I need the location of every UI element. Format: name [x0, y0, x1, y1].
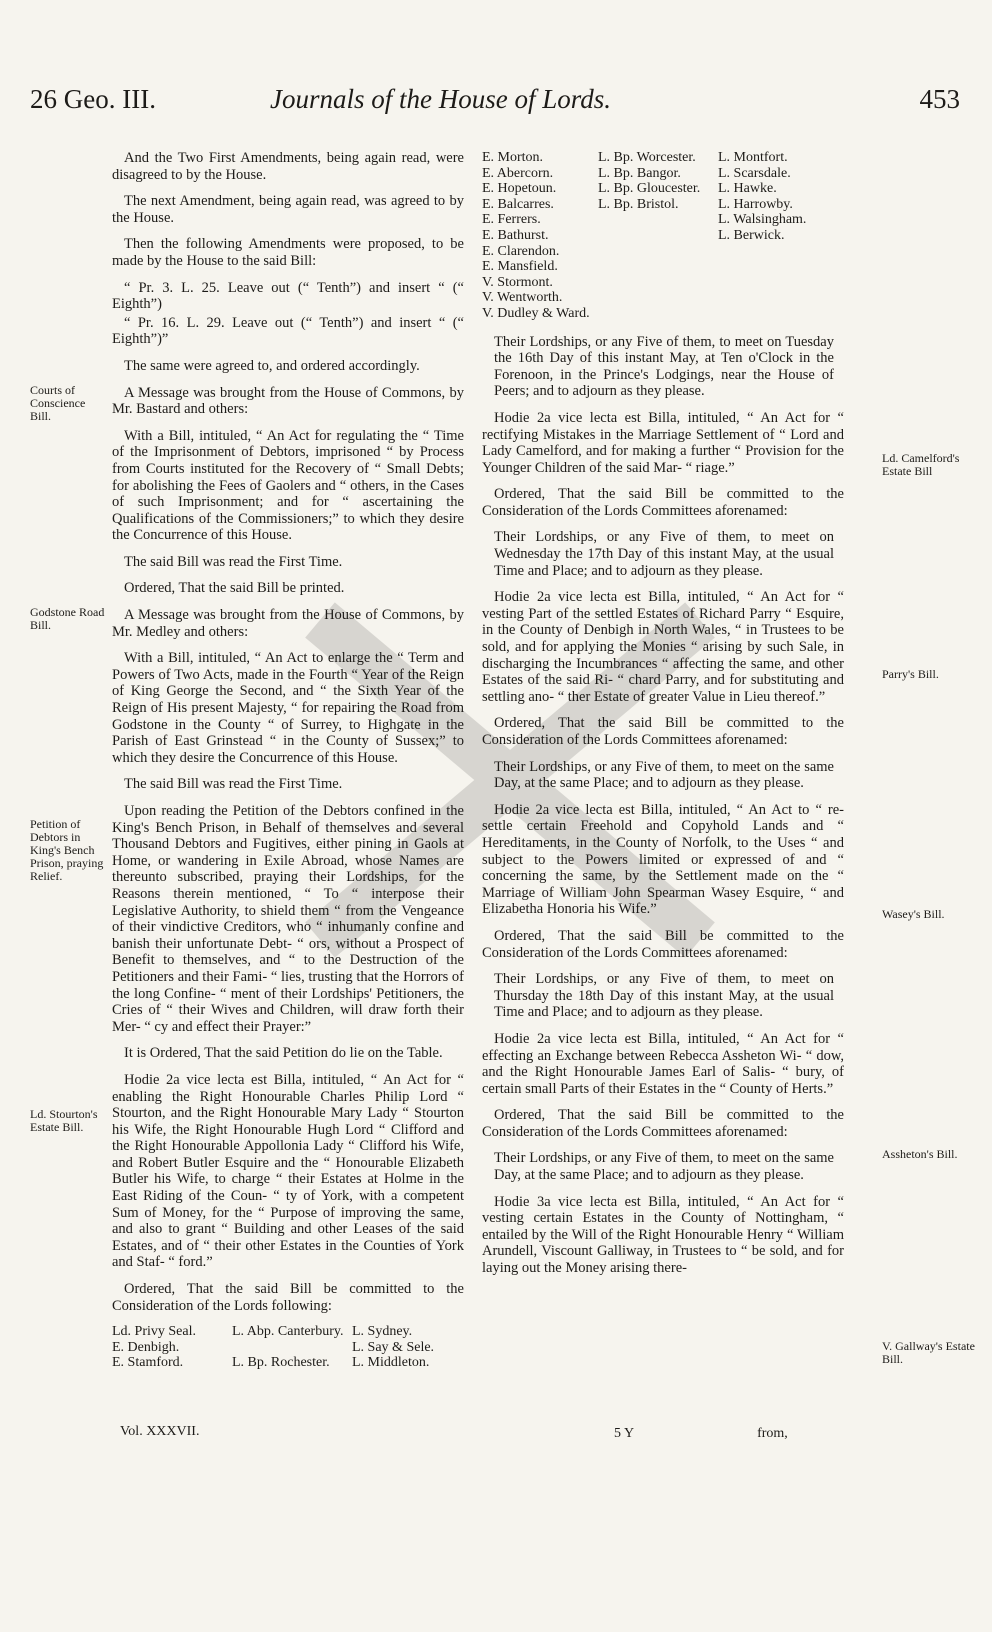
order: Ordered, That the said Bill be committed to the Consideration of the Lords Committees aforenamed:	[482, 927, 844, 961]
meeting-order: Their Lordships, or any Five of them, to meet on the same Day, at the same Place; and to adjourn as they please.	[494, 1150, 834, 1184]
lord-name: L. Say & Sele.	[352, 1339, 435, 1355]
bill-title: Hodie 2a vice lecta est Billa, intituled, “ An Act to “ re-settle certain Freehold and Copyhold Lands and “ Hereditaments, in the County of Norfolk, to the Uses “ and subject to the Powers limited or expressed of and “ concerning the same, by the Settlement made on the “ Marriage of William John Spearman Wasey Esquire, “ and Elizabetha Honoria his Wife.”	[482, 801, 844, 918]
journal-title: Journals of the House of Lords.	[270, 84, 612, 114]
lord-name: E. Hopetoun.	[482, 181, 557, 197]
lord-name: L. Hawke.	[718, 181, 777, 197]
order: It is Ordered, That the said Petition do lie on the Table.	[124, 1045, 443, 1062]
bill-title: Hodie 2a vice lecta est Billa, intituled, “ An Act for “ effecting an Exchange between Rebecca Assheton Wi- “ dow, and the Right Honourable James Earl of Salis- “ bury, of certain small Parts of their Estates in the “ County of Herts.”	[482, 1030, 844, 1097]
paragraph: The same were agreed to, and ordered accordingly.	[124, 357, 420, 374]
lords-committee-list-continued	[482, 150, 844, 322]
lord-name	[598, 275, 718, 291]
lord-name	[598, 259, 718, 275]
paragraph: The next Amendment, being again read, was agreed to by the House.	[112, 193, 464, 226]
lord-name: V. Wentworth.	[482, 290, 563, 306]
lord-name: E. Ferrers.	[482, 212, 541, 228]
lord-name: E. Balcarres.	[482, 196, 554, 212]
right-column	[482, 150, 844, 1287]
lord-name	[598, 228, 718, 244]
margin-note-assheton: Assheton's Bill.	[882, 1147, 958, 1161]
margin-note-camelford: Ld. Camelford's Estate Bill	[882, 451, 960, 478]
regnal-year: 26 Geo. III.	[30, 84, 156, 114]
lord-name: L. Abp. Canterbury.	[232, 1324, 344, 1340]
order: Ordered, That the said Bill be printed.	[124, 580, 345, 597]
lord-name: E. Bathurst.	[482, 227, 549, 243]
lord-name: E. Clarendon.	[482, 243, 560, 259]
lord-name: L. Bp. Worcester.	[598, 150, 696, 165]
page-number: 453	[919, 84, 960, 114]
lord-name: E. Mansfield.	[482, 259, 558, 275]
lord-name	[232, 1340, 352, 1356]
left-column	[112, 150, 464, 1383]
lord-name: E. Morton.	[482, 150, 544, 165]
order: Ordered, That the said Bill be committed to the Consideration of the Lords following:	[112, 1281, 464, 1314]
bill-title: With a Bill, intituled, “ An Act for regulating the “ Time of the Imprisonment of Debtors, imprisoned “ by Process from Courts instituted for the Recovery of “ Small Debts; for abolishing the Fees of Gaolers and “ others, in the Cases of such Imprisonment; and for “ ascertaining the Qualifications of the Commissioners;” to which they desire the Concurrence of this House.	[112, 427, 464, 544]
lord-name: L. Walsingham.	[718, 212, 807, 228]
lord-name: L. Scarsdale.	[718, 165, 791, 181]
margin-note-godstone: Godstone Road Bill.	[30, 605, 105, 632]
bill-title: Hodie 2a vice lecta est Billa, intituled, “ An Act for “ vesting Part of the settled Estates of Richard Parry “ Esquire, in the County of Denbigh in North Wales, “ in Trustees to be sold, and for applying the Monies “ arising by such Sale, in discharging the Incumbrances “ affecting the same, and other Estates of the said Ri- “ chard Parry, and for substituting and settling ano- “ ther Estate of greater Value in Lieu thereof.”	[482, 589, 844, 705]
lord-name: E. Stamford.	[112, 1355, 184, 1371]
meeting-order: Their Lordships, or any Five of them, to meet on Wednesday the 17th Day of this instant May, at the usual Time and Place; and to adjourn as they please.	[494, 529, 834, 579]
bill-title: Hodie 2a vice lecta est Billa, intituled, “ An Act for “ enabling the Right Honourable Charles Philip Lord “ Stourton, and the Right Honourable Mary Lady “ Stourton his Wife, the Right Honourable Hugh Lord “ Clifford and the Right Honourable Appollonia Lady “ Clifford his Wife, and Robert Butler Esquire and the “ Honourable Elizabeth Butler his Wife, to charge “ their Estates at Holme in the East Riding of the Coun- “ ty of York, with a competent Sum of Money, for the “ Purpose of improving the same, and also to grant “ Building and other Leases of the said Estates, and of “ their other Estates in the Counties of York and Staf- “ ford.”	[112, 1071, 464, 1271]
bill-title: Hodie 2a vice lecta est Billa, intituled, “ An Act for “ rectifying Mistakes in the Marriage Settlement of “ Lord and Lady Camelford, and for making a further “ Provision for the Younger Children of the said Mar- “ riage.”	[482, 409, 844, 476]
lord-name	[718, 290, 838, 306]
meeting-order: Their Lordships, or any Five of them, to meet on Thursday the 18th Day of this instant May, at the usual Time and Place; and to adjourn as they please.	[494, 971, 834, 1021]
signature-mark	[614, 1426, 788, 1442]
lord-name	[598, 306, 718, 322]
paragraph: Then the following Amendments were proposed, to be made by the House to the said Bill:	[112, 236, 464, 269]
lord-name: V. Stormont.	[482, 274, 553, 290]
lord-name: L. Harrowby.	[718, 196, 793, 212]
petition-text: Upon reading the Petition of the Debtors confined in the King's Bench Prison, in Behalf of themselves and several Thousand Debtors and Fugitives, either pining in Gaols at Home, or wandering in Exile Abroad, whose Names are thereunto subscribed, praying their Lordships, for the Reasons therein mentioned, “ To “ interpose their Legislative Authority, to shield them “ from the Vengeance of their vindictive Creditors, who “ inhumanly confine and banish their unfortunate Debt- “ ors, without a Prospect of Benefit to themselves, and “ to the Destruction of the Petitioners and their Fami- “ lies, trusting that the Horrors of the long Confine- “ ment of their Lordships' Petitioners, the Cries of “ their Wives and Children, will draw forth their Mer- “ cy and effect their Prayer:”	[112, 803, 464, 1035]
lord-name	[598, 244, 718, 260]
amendment: “ Pr. 3. L. 25. Leave out (“ Tenth”) and insert “ (“ Eighth”)	[112, 279, 464, 313]
order: Ordered, That the said Bill be committed to the Consideration of the Lords Committees aforenamed:	[482, 715, 844, 748]
catchword: from,	[757, 1426, 788, 1441]
message-commons: A Message was brought from the House of Commons, by Mr. Medley and others:	[112, 607, 464, 640]
meeting-order: Their Lordships, or any Five of them, to meet on Tuesday the 16th Day of this instant May, at Ten o'Clock in the Forenoon, in the Prince's Lodgings, near the House of Peers; and to adjourn as they please.	[494, 333, 834, 400]
lord-name	[598, 290, 718, 306]
lord-name	[718, 244, 838, 260]
lord-name: L. Montfort.	[718, 150, 788, 165]
paragraph: The said Bill was read the First Time.	[124, 776, 343, 793]
volume-number: Vol. XXXVII.	[120, 1424, 200, 1439]
signature: 5 Y	[614, 1426, 634, 1441]
bill-title: With a Bill, intituled, “ An Act to enlarge the “ Term and Powers of Two Acts, made in the Fourth “ Year of the Reign of King George the Second, and “ the Sixth Year of the Reign of His present Majesty, “ for repairing the Road from Godstone in the County “ of Surrey, to Highgate in the Parish of East Grinstead “ in the County of Sussex;” to which they desire the Concurrence of this House.	[112, 650, 464, 766]
order: Ordered, That the said Bill be committed to the Consideration of the Lords Committees aforenamed:	[482, 1107, 844, 1140]
lord-name: L. Middleton.	[352, 1355, 430, 1371]
message-commons: A Message was brought from the House of Commons, by Mr. Bastard and others:	[112, 384, 464, 418]
lord-name	[718, 259, 838, 275]
lord-name: L. Berwick.	[718, 227, 785, 243]
lords-committee-list	[112, 1324, 464, 1371]
margin-note-parry: Parry's Bill.	[882, 667, 939, 681]
margin-note-stourton: Ld. Stourton's Estate Bill.	[30, 1107, 98, 1134]
margin-note-galway: V. Gallway's Estate Bill.	[882, 1339, 975, 1366]
order: Ordered, That the said Bill be committed to the Consideration of the Lords Committees aforenamed:	[482, 486, 844, 519]
paragraph: And the Two First Amendments, being again read, were disagreed to by the House.	[112, 150, 464, 183]
amendment: “ Pr. 16. L. 29. Leave out (“ Tenth”) and insert “ (“ Eighth”)”	[112, 314, 464, 348]
paragraph: The said Bill was read the First Time.	[124, 553, 343, 570]
lord-name: L. Sydney.	[352, 1324, 413, 1340]
lord-name: E. Denbigh.	[112, 1339, 180, 1355]
lord-name: L. Bp. Bangor.	[598, 165, 681, 181]
lord-name	[718, 306, 838, 322]
meeting-order: Their Lordships, or any Five of them, to meet on the same Day, at the same Place; and to adjourn as they please.	[494, 758, 834, 792]
margin-note-wasey: Wasey's Bill.	[882, 907, 945, 921]
lord-name: V. Dudley & Ward.	[482, 305, 590, 321]
lord-name: L. Bp. Rochester.	[232, 1355, 330, 1371]
lord-name: L. Bp. Bristol.	[598, 196, 679, 212]
lord-name	[598, 212, 718, 228]
lord-name	[718, 275, 838, 291]
lord-name: E. Abercorn.	[482, 165, 554, 181]
page-header	[30, 84, 960, 132]
bill-title: Hodie 3a vice lecta est Billa, intituled, “ An Act for “ vesting certain Estates in the County of Nottingham, “ entailed by the Will of the Right Honourable Henry “ William Arundell, Viscount Galliway, in Trustees to “ be sold, and for laying out the Money arising there-	[482, 1193, 844, 1277]
lord-name: Ld. Privy Seal.	[112, 1324, 196, 1340]
margin-note-courts: Courts of Conscience Bill.	[30, 383, 86, 423]
lord-name: L. Bp. Gloucester.	[598, 181, 701, 197]
margin-note-petition: Petition of Debtors in King's Bench Prison, praying Relief.	[30, 817, 104, 883]
